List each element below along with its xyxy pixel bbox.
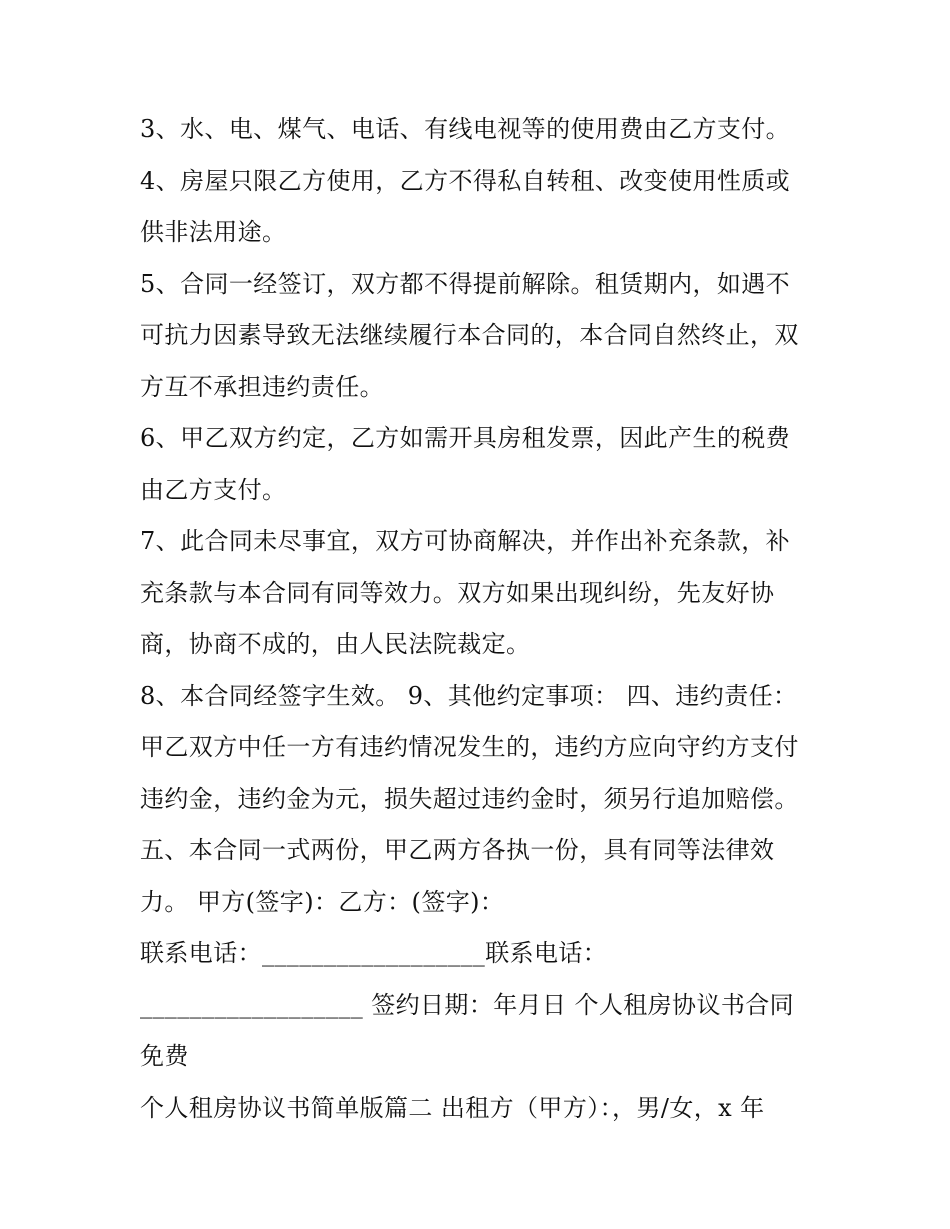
text-line: 可抗力因素导致无法继续履行本合同的，本合同自然终止，双 [140, 321, 799, 349]
text-line: 甲乙双方中任一方有违约情况发生的，违约方应向守约方支付 [140, 733, 799, 761]
text-line: __________________ 签约日期：年月日 个人租房协议书合同 [140, 990, 795, 1019]
text-line: 充条款与本合同有同等效力。双方如果出现纠纷，先友好协 [140, 578, 775, 607]
text-line: 免费 [140, 1042, 189, 1070]
text-line: 6、甲乙双方约定，乙方如需开具房租发票，因此产生的税费 [140, 424, 791, 452]
text-line: 商，协商不成的，由人民法院裁定。 [140, 630, 531, 658]
text-line: 力。 甲方(签字)：乙方：(签字)： [140, 887, 505, 916]
text-line: 供非法用途。 [140, 218, 287, 246]
text-line: 违约金，违约金为元，损失超过违约金时，须另行追加赔偿。 [140, 784, 799, 813]
text-line: 个人租房协议书简单版篇二 出租方（甲方）：，男/女，x 年 [140, 1093, 765, 1122]
text-line: 8、本合同经签字生效。 9、其他约定事项： 四、违约责任： [140, 681, 798, 710]
text-line: 五、本合同一式两份，甲乙两方各执一份，具有同等法律效 [140, 836, 775, 864]
text-line: 4、房屋只限乙方使用，乙方不得私自转租、改变使用性质或 [140, 166, 791, 195]
text-line: 3、水、电、煤气、电话、有线电视等的使用费由乙方支付。 [140, 115, 791, 143]
text-line: 方互不承担违约责任。 [140, 372, 384, 401]
text-line: 联系电话：__________________联系电话： [140, 939, 608, 967]
text-line: 7、此合同未尽事宜，双方可协商解决，并作出补充条款，补 [140, 527, 791, 555]
document-body [140, 104, 820, 1134]
text-line: 由乙方支付。 [140, 475, 287, 504]
text-line: 5、合同一经签订，双方都不得提前解除。租赁期内，如遇不 [140, 269, 791, 298]
